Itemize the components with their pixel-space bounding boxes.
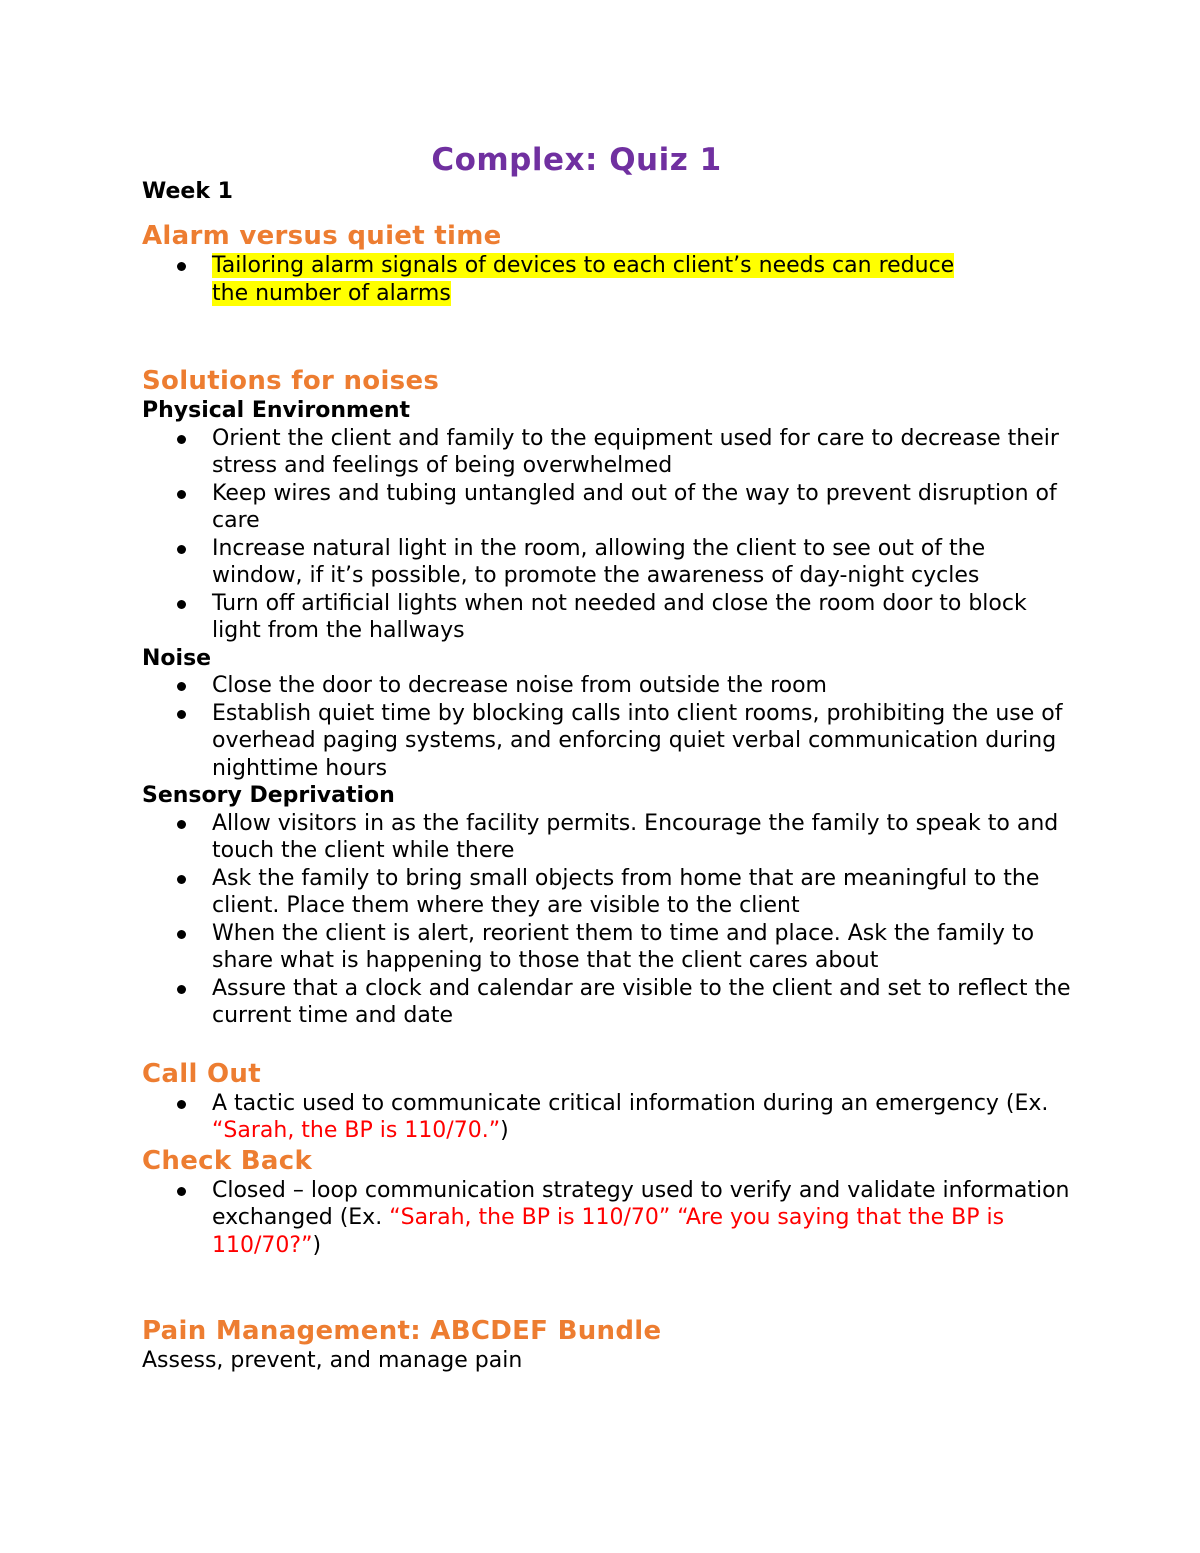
noise-list	[142, 672, 1072, 782]
list-item-text: Closed – loop communication strategy used to verify and validate information exchanged (Ex.	[212, 1177, 1070, 1230]
list-item	[142, 535, 1072, 590]
heading-call-out: Call Out	[142, 1058, 261, 1089]
list-item-text: A tactic used to communicate critical information during an emergency (Ex.	[212, 1090, 1049, 1116]
pain-management-text: Assess, prevent, and manage pain	[142, 1348, 523, 1373]
list-item-text: When the client is alert, reorient them to time and place. Ask the family to share what is happening to those that the client cares about	[212, 920, 1035, 973]
bullet-icon	[177, 435, 186, 444]
highlighted-text: Tailoring alarm signals of devices to each client’s needs can reduce	[212, 253, 955, 278]
bullet-icon	[177, 875, 186, 884]
call-out-list	[142, 1090, 1072, 1145]
list-item-text: Ask the family to bring small objects from home that are meaningful to the client. Place them where they are visible to the client	[212, 865, 1040, 918]
list-item	[142, 1090, 1072, 1145]
list-item	[142, 672, 1072, 700]
bullet-icon	[177, 490, 186, 499]
subheading-physical-environment: Physical Environment	[142, 398, 411, 423]
bullet-icon	[177, 262, 186, 271]
list-item-text: )	[312, 1232, 322, 1258]
list-item	[142, 865, 1072, 920]
bullet-icon	[177, 985, 186, 994]
heading-alarm-quiet-time: Alarm versus quiet time	[142, 221, 502, 251]
alarm-list	[142, 252, 1072, 307]
list-item	[142, 480, 1072, 535]
subheading-noise: Noise	[142, 645, 212, 671]
sensory-deprivation-list	[142, 810, 1072, 1030]
list-item	[142, 700, 1072, 783]
list-item-text: )	[500, 1118, 509, 1143]
week-label: Week 1	[142, 179, 233, 204]
list-item	[142, 425, 1072, 480]
list-item-text: Establish quiet time by blocking calls into client rooms, prohibiting the use of overhead paging systems, and enforcing quiet verbal communication during nighttime hours	[212, 700, 1063, 781]
list-item-text: Allow visitors in as the facility permits. Encourage the family to speak to and touch the client while there	[212, 810, 1059, 863]
bullet-icon	[177, 600, 186, 609]
list-item-text: Keep wires and tubing untangled and out of the way to prevent disruption of care	[212, 480, 1057, 533]
list-item-text: Assure that a clock and calendar are visible to the client and set to reflect the current time and date	[212, 975, 1071, 1028]
highlighted-text: the number of alarms	[212, 280, 451, 306]
list-item	[142, 590, 1072, 645]
check-back-list	[142, 1177, 1072, 1260]
bullet-icon	[177, 1187, 186, 1196]
bullet-icon	[177, 820, 186, 829]
list-item	[142, 252, 1072, 307]
physical-environment-list	[142, 425, 1072, 645]
list-item-text: Turn off artificial lights when not needed and close the room door to block light from the hallways	[212, 590, 1027, 643]
bullet-icon	[177, 1100, 186, 1109]
list-item	[142, 920, 1072, 975]
example-quote: “Sarah, the BP is 110/70.”	[212, 1118, 501, 1143]
list-item	[142, 810, 1072, 865]
list-item-text: Increase natural light in the room, allowing the client to see out of the window, if it’s possible, to promote the awareness of day-night cycles	[212, 535, 986, 588]
heading-check-back: Check Back	[142, 1145, 313, 1176]
heading-pain-management: Pain Management: ABCDEF Bundle	[142, 1316, 662, 1346]
bullet-icon	[177, 682, 186, 691]
bullet-icon	[177, 710, 186, 719]
list-item-text: Orient the client and family to the equipment used for care to decrease their stress and feelings of being overwhelmed	[212, 425, 1059, 478]
bullet-icon	[177, 930, 186, 939]
page-title: Complex: Quiz 1	[431, 142, 722, 178]
list-item-text: Close the door to decrease noise from outside the room	[212, 673, 827, 698]
document-body	[142, 140, 1072, 1375]
list-item	[142, 1177, 1072, 1260]
bullet-icon	[177, 545, 186, 554]
list-item	[142, 975, 1072, 1030]
subheading-sensory-deprivation: Sensory Deprivation	[142, 783, 395, 808]
heading-solutions-for-noises: Solutions for noises	[142, 366, 440, 396]
example-quote: “Sarah, the BP is 110/70” “Are you saying that the BP is 110/70?”	[212, 1205, 1005, 1258]
